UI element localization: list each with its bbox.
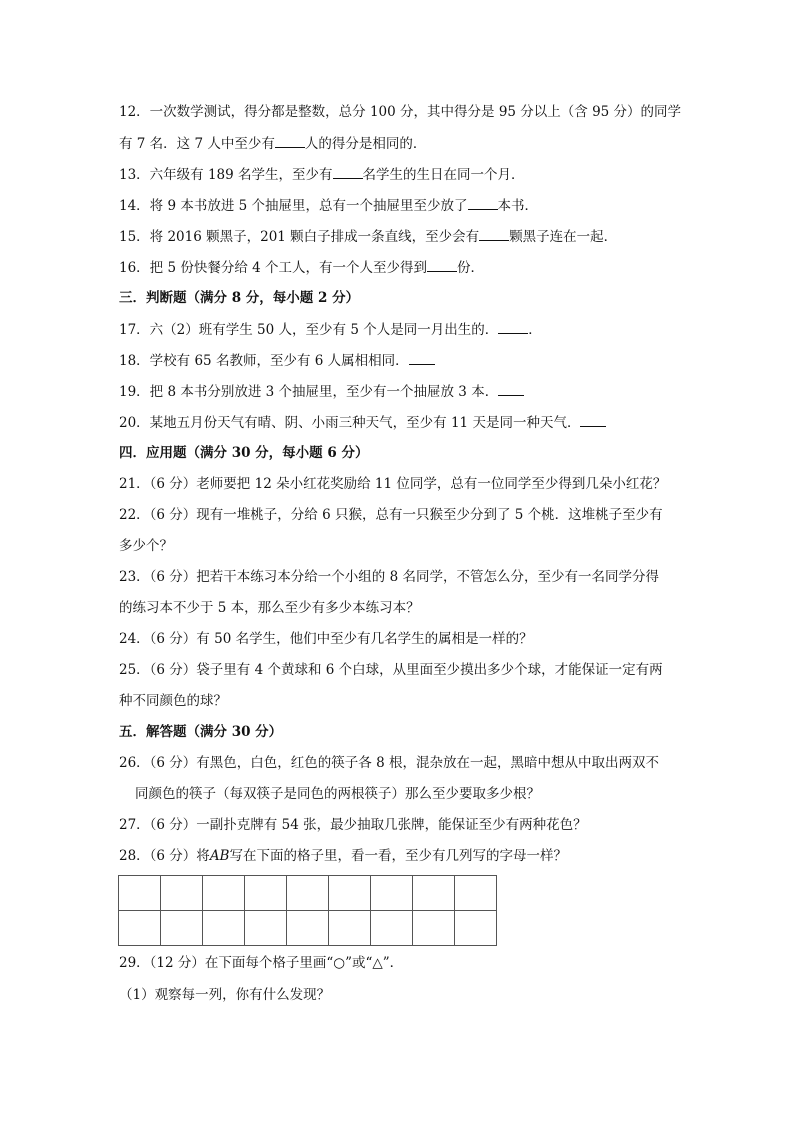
grid-row: [119, 911, 497, 946]
grid-cell[interactable]: [455, 876, 497, 911]
question-19: 19．把 8 本书分别放进 3 个抽屉里，至少有一个抽屉放 3 本．: [119, 381, 524, 402]
section-3-heading: 三．判断题（满分 8 分，每小题 2 分）: [119, 290, 360, 306]
question-20: 20．某地五月份天气有晴、阴、小雨三种天气，至少有 11 天是同一种天气．: [119, 412, 606, 433]
grid-cell[interactable]: [161, 876, 203, 911]
grid-cell[interactable]: [245, 911, 287, 946]
answer-blank[interactable]: [275, 133, 305, 148]
question-12-line-2: 有 7 名．这 7 人中至少有 人的得分是相同的．: [119, 133, 426, 154]
question-24: 24．（6 分）有 50 名学生，他们中至少有几名学生的属相是一样的？: [119, 631, 533, 647]
grid-cell[interactable]: [203, 876, 245, 911]
question-14: 14．将 9 本书放进 5 个抽屉里，总有一个抽屉里至少放了 本书．: [119, 195, 538, 216]
question-22-line-1: 22．（6 分）现有一堆桃子，分给 6 只猴，总有一只猴至少分到了 5 个桃．这堆桃子至少有: [119, 507, 663, 523]
answer-blank[interactable]: [479, 226, 509, 241]
question-18: 18．学校有 65 名教师，至少有 6 人属相相同．: [119, 350, 435, 371]
grid-cell[interactable]: [371, 911, 413, 946]
section-5-heading: 五．解答题（满分 30 分）: [119, 724, 283, 740]
grid-cell[interactable]: [119, 911, 161, 946]
question-26-line-2: 同颜色的筷子（每双筷子是同色的两根筷子）那么至少要取多少根？: [135, 786, 540, 802]
question-22-line-2: 多少个？: [119, 538, 173, 554]
grid-cell[interactable]: [371, 876, 413, 911]
section-4-heading: 四．应用题（满分 30 分，每小题 6 分）: [119, 445, 369, 461]
question-26-line-1: 26．（6 分）有黑色，白色，红色的筷子各 8 根，混杂放在一起，黑暗中想从中取出两双不: [119, 755, 659, 771]
question-23-line-1: 23．（6 分）把若干本练习本分给一个小组的 8 名同学，不管怎么分，至少有一名同学分得: [119, 569, 659, 585]
letter-grid: [118, 875, 497, 946]
answer-blank[interactable]: [333, 164, 363, 179]
grid-cell[interactable]: [287, 911, 329, 946]
grid-cell[interactable]: [413, 911, 455, 946]
answer-blank[interactable]: [498, 381, 524, 396]
grid-cell[interactable]: [245, 876, 287, 911]
answer-blank[interactable]: [468, 195, 498, 210]
answer-blank[interactable]: [498, 319, 528, 334]
grid-cell[interactable]: [119, 876, 161, 911]
answer-blank[interactable]: [580, 412, 606, 427]
question-28: 28．（6 分）将AB写在下面的格子里，看一看，至少有几列写的字母一样？: [119, 848, 567, 864]
question-12-line-1: 12．一次数学测试，得分都是整数，总分 100 分，其中得分是 95 分以上（含 95 分）的同学: [119, 104, 682, 120]
question-16: 16．把 5 份快餐分给 4 个工人，有一个人至少得到 份．: [119, 257, 484, 278]
grid-cell[interactable]: [287, 876, 329, 911]
grid-cell[interactable]: [203, 911, 245, 946]
grid-cell[interactable]: [413, 876, 455, 911]
question-13: 13．六年级有 189 名学生，至少有 名学生的生日在同一个月．: [119, 164, 525, 185]
question-21: 21．（6 分）老师要把 12 朵小红花奖励给 11 位同学，总有一位同学至少得到几朵小红花？: [119, 476, 667, 492]
grid-cell[interactable]: [329, 876, 371, 911]
grid-row: [119, 876, 497, 911]
question-29: 29．（12 分）在下面每个格子里画“○”或“△”．: [119, 955, 404, 971]
grid-cell[interactable]: [329, 911, 371, 946]
question-25-line-2: 种不同颜色的球？: [119, 693, 227, 709]
grid-cell[interactable]: [161, 911, 203, 946]
question-25-line-1: 25．（6 分）袋子里有 4 个黄球和 6 个白球，从里面至少摸出多少个球，才能保证一定有两: [119, 662, 663, 678]
question-29-part-1: （1）观察每一列，你有什么发现？: [119, 987, 331, 1003]
question-17: 17．六（2）班有学生 50 人，至少有 5 个人是同一月出生的． ．: [119, 319, 542, 340]
answer-blank[interactable]: [409, 350, 435, 365]
question-15: 15．将 2016 颗黑子，201 颗白子排成一条直线，至少会有 颗黑子连在一起．: [119, 226, 617, 247]
question-23-line-2: 的练习本不少于 5 本，那么至少有多少本练习本？: [119, 600, 420, 616]
question-27: 27．（6 分）一副扑克牌有 54 张，最少抽取几张牌，能保证至少有两种花色？: [119, 817, 587, 833]
grid-cell[interactable]: [455, 911, 497, 946]
answer-blank[interactable]: [427, 257, 457, 272]
